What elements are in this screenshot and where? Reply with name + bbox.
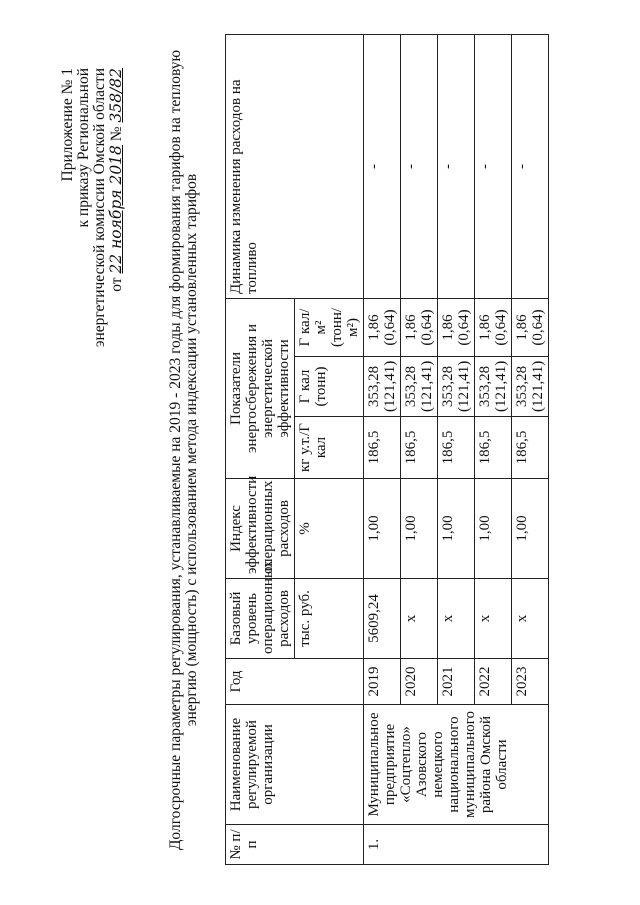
cell-gcal: 353,28 (121,41) <box>364 357 401 417</box>
cell-gcal: 353,28 (121,41) <box>438 357 475 417</box>
cell-dynamics: - <box>401 34 438 298</box>
unit-gcal: Г кал (тонн) <box>295 357 364 417</box>
appendix-header <box>60 68 125 398</box>
cell-year: 2022 <box>475 659 512 705</box>
col-header-base: Базовый уровень операционных расходов <box>226 579 295 659</box>
cell-gcal-m2: 1,86 (0,64) <box>512 298 549 356</box>
cell-index: 1,00 <box>364 479 401 579</box>
cell-dynamics: - <box>475 34 512 298</box>
col-header-index: Индекс эффективности операционных расходов <box>226 479 295 579</box>
order-reference: к приказу Региональной <box>75 68 92 228</box>
handwritten-date: 22 ноября 2018 <box>107 145 125 274</box>
cell-kg: 186,5 <box>438 417 475 479</box>
cell-gcal-m2: 1,86 (0,64) <box>401 298 438 356</box>
cell-kg: 186,5 <box>401 417 438 479</box>
cell-year: 2023 <box>512 659 549 705</box>
document-title: Долгосрочные параметры регулирования, устанавливаемые на 2019 - 2023 годы для формирования тарифов на тепловую энергию (мощность) с использованием метода индексации установленных тарифов <box>167 49 200 851</box>
col-header-energy: Показатели энергосбережения и энергетической эффективности <box>226 298 295 478</box>
cell-index: 1,00 <box>512 479 549 579</box>
cell-gcal: 353,28 (121,41) <box>475 357 512 417</box>
table-row <box>364 34 401 864</box>
appendix-title: Приложение № 1 <box>59 68 76 182</box>
cell-dynamics: - <box>438 34 475 298</box>
cell-kg: 186,5 <box>364 417 401 479</box>
unit-kg: кг у.т./Г кал <box>295 417 364 479</box>
cell-kg: 186,5 <box>512 417 549 479</box>
cell-gcal: 353,28 (121,41) <box>512 357 549 417</box>
cell-base: x <box>512 579 549 659</box>
row-number: 1. <box>364 825 549 865</box>
unit-base: тыс. руб. <box>295 579 364 659</box>
table-header-row <box>226 34 295 864</box>
cell-index: 1,00 <box>475 479 512 579</box>
cell-year: 2019 <box>364 659 401 705</box>
cell-year: 2021 <box>438 659 475 705</box>
cell-gcal-m2: 1,86 (0,64) <box>364 298 401 356</box>
cell-base: x <box>401 579 438 659</box>
cell-dynamics: - <box>364 34 401 298</box>
cell-year: 2020 <box>401 659 438 705</box>
cell-gcal-m2: 1,86 (0,64) <box>475 298 512 356</box>
cell-gcal: 353,28 (121,41) <box>401 357 438 417</box>
cell-dynamics: - <box>512 34 549 298</box>
cell-gcal-m2: 1,86 (0,64) <box>438 298 475 356</box>
cell-base: x <box>438 579 475 659</box>
organization-name: Муниципальное предприятие «Соцтепло» Азовского немецкого национального муниципального района Омской области <box>364 705 549 825</box>
cell-index: 1,00 <box>438 479 475 579</box>
col-header-dynamics: Динамика изменения расходов на топливо <box>226 34 364 298</box>
cell-base: x <box>475 579 512 659</box>
col-header-year: Год <box>226 659 364 705</box>
col-header-num: № п/п <box>226 825 364 865</box>
order-date-line: от 22 ноября 2018 № 358/82 <box>107 68 125 292</box>
cell-base: 5609,24 <box>364 579 401 659</box>
commission-name: энергетической комиссии Омской области <box>91 68 108 348</box>
unit-gcal-m2: Г кал/м² (тонн/м²) <box>295 298 364 356</box>
handwritten-order-number: 358/82 <box>107 68 125 123</box>
col-header-org: Наименование регулируемой организации <box>226 705 364 825</box>
unit-index: % <box>295 479 364 579</box>
parameters-table <box>225 34 549 865</box>
cell-kg: 186,5 <box>475 417 512 479</box>
cell-index: 1,00 <box>401 479 438 579</box>
